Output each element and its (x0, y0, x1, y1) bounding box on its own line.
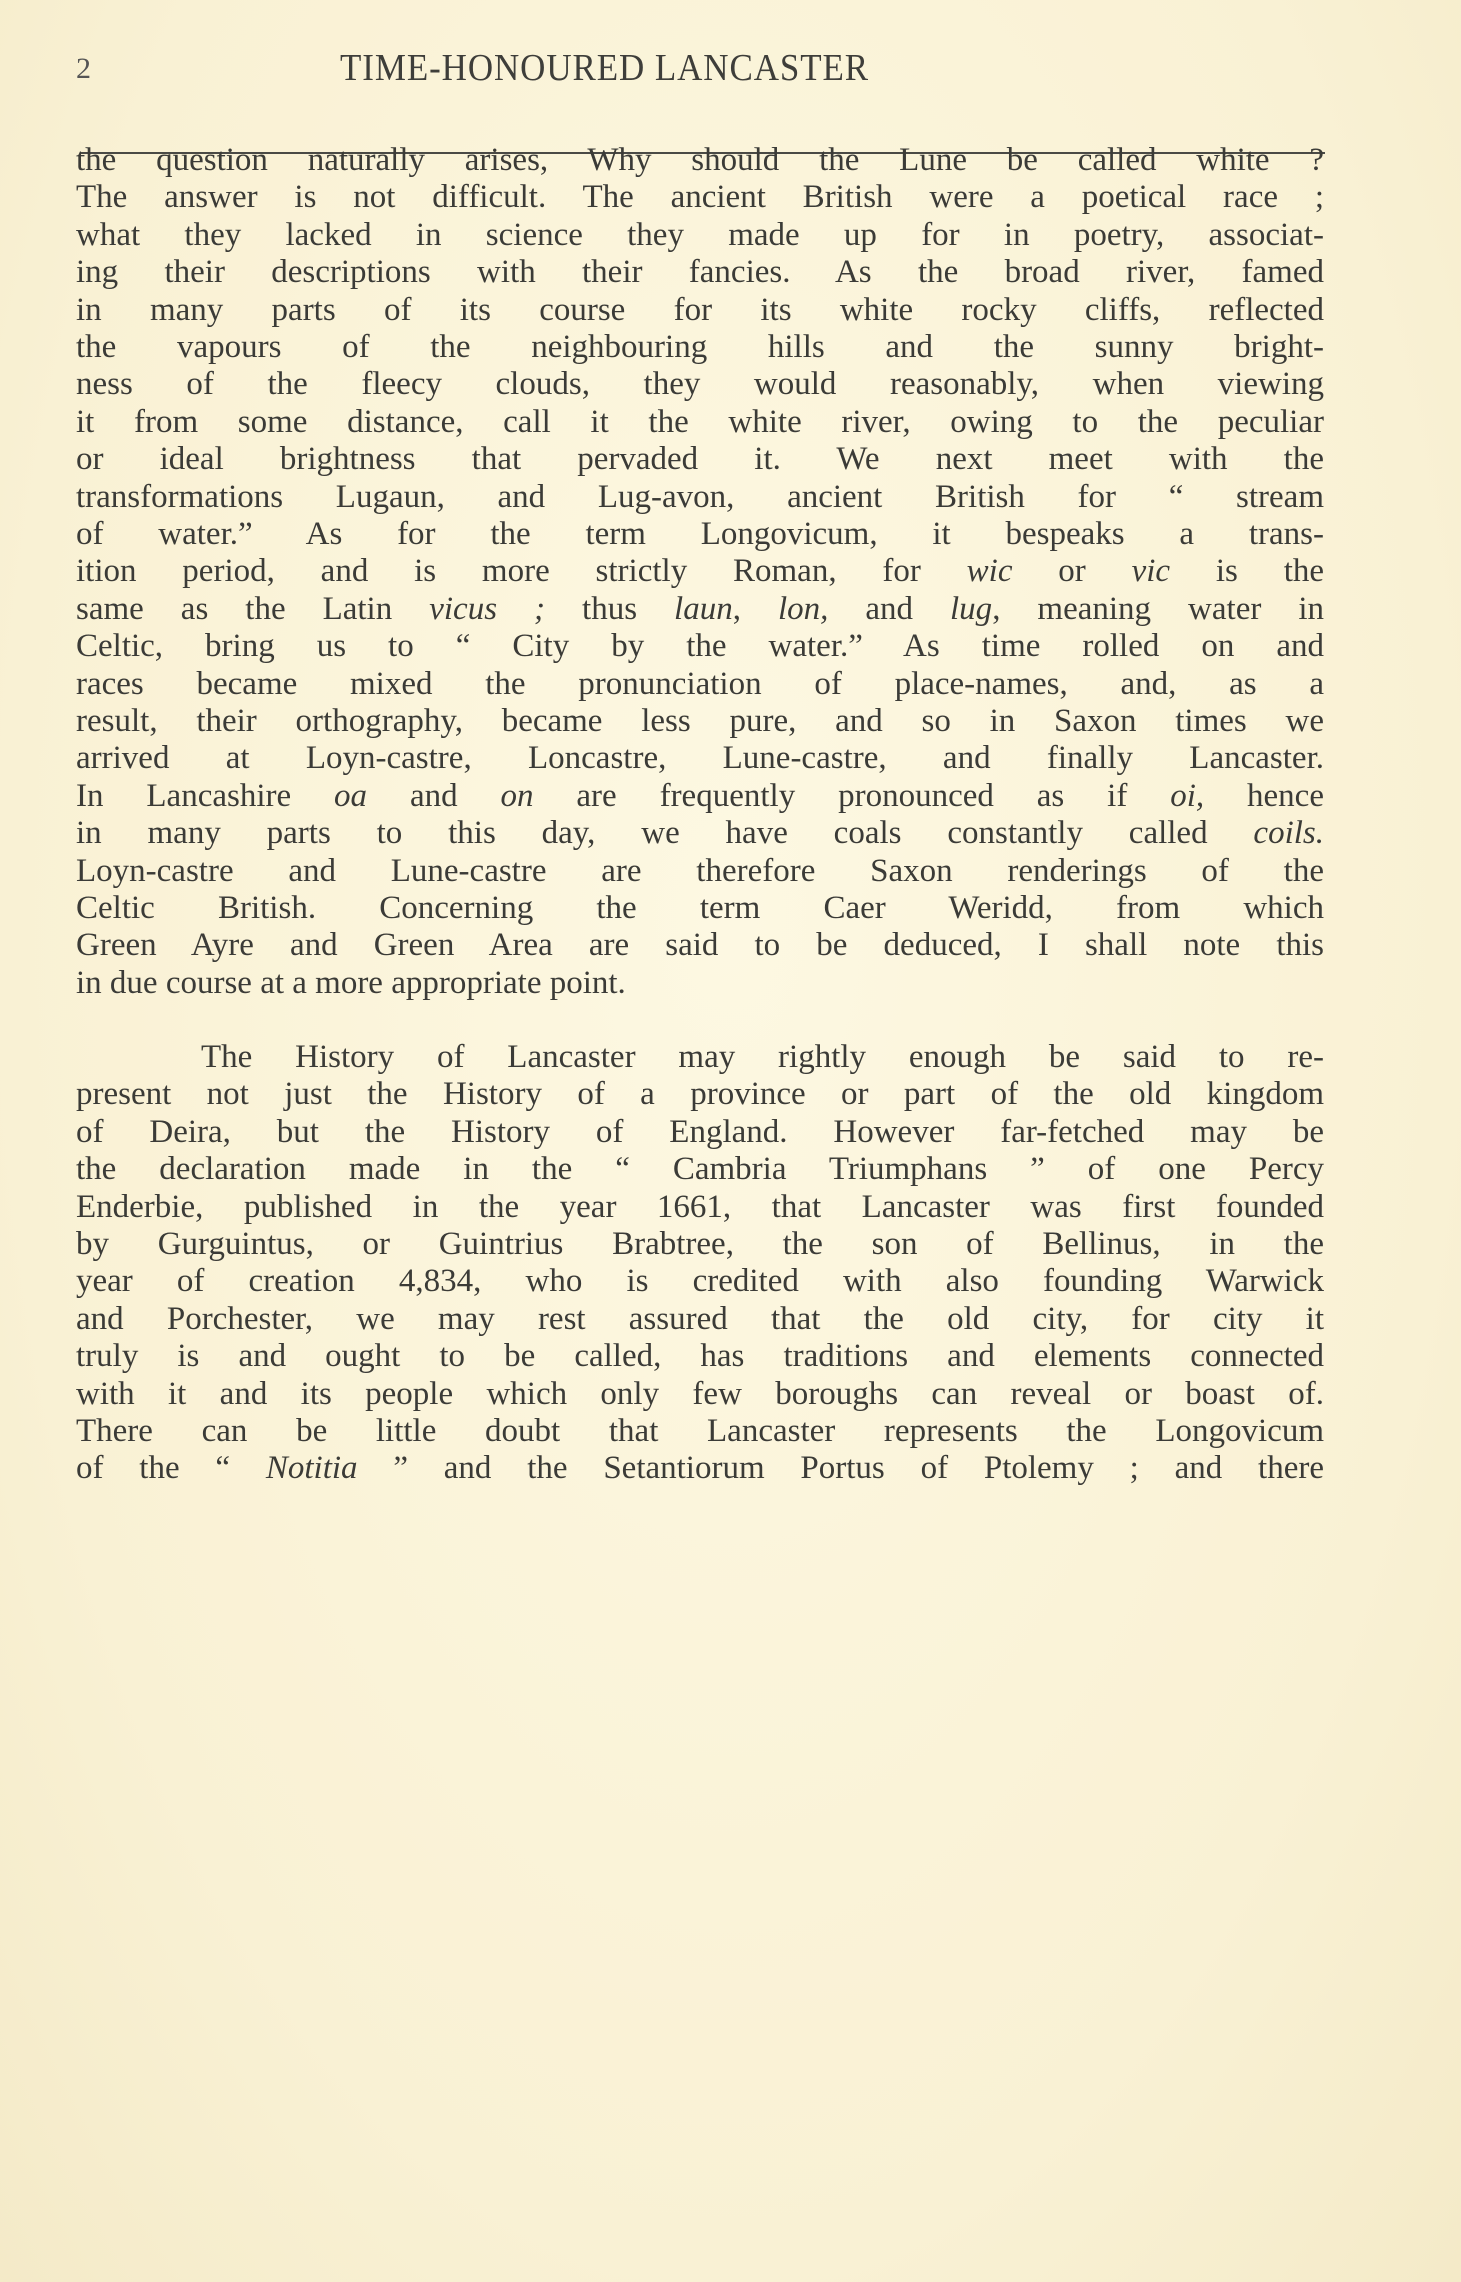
text-line (76, 1074, 1324, 1114)
text-line (76, 963, 1324, 1003)
text-run: present not just the History of a province or part of the old kingdom (76, 1076, 1324, 1113)
text-run: is the (1170, 553, 1325, 590)
text-run: Enderbie, published in the year 1661, that Lancaster was first founded (76, 1188, 1324, 1225)
text-run: hence (1204, 777, 1324, 814)
text-line (76, 439, 1324, 479)
text-run: Loyn-castre and Lune-castre are therefore Saxon renderings of the (76, 852, 1324, 889)
text-line (76, 1448, 1324, 1488)
text-run: and (828, 590, 951, 627)
italic-text: on (500, 777, 534, 814)
text-run: same as the Latin (76, 590, 430, 627)
text-run: , meaning water in (992, 590, 1324, 627)
text-run: ing their descriptions with their fancies. As the broad river, famed (76, 254, 1324, 291)
text-line (76, 364, 1324, 404)
text-line (76, 1336, 1324, 1376)
page-number: 2 (76, 52, 91, 85)
text-run: and (367, 777, 501, 814)
text-line (76, 701, 1324, 741)
text-run: thus (545, 590, 675, 627)
text-run: in many parts of its course for its white rocky cliffs, reflected (76, 291, 1324, 328)
text-run: the declaration made in the “ Cambria Triumphans ” of one Percy (76, 1151, 1324, 1188)
text-line (76, 327, 1324, 367)
italic-text: oi, (1170, 777, 1205, 814)
text-run: and Porchester, we may rest assured that the old city, for city it (76, 1300, 1324, 1337)
text-run: the vapours of the neighbouring hills and the sunny bright- (76, 329, 1324, 365)
text-run: what they lacked in science they made up for in poetry, associat- (76, 216, 1324, 253)
text-line (76, 1374, 1324, 1414)
text-run: Green Ayre and Green Area are said to be deduced, I shall note this (76, 927, 1324, 964)
text-run: by Gurguintus, or Guintrius Brabtree, the son of Bellinus, in the (76, 1226, 1324, 1262)
text-line (76, 738, 1324, 778)
italic-text: lug (950, 590, 993, 627)
text-run: result, their orthography, became less pure, and so in Saxon times we (76, 703, 1324, 739)
text-line (76, 514, 1324, 554)
text-run: with it and its people which only few boroughs can reveal or boast of. (76, 1375, 1324, 1412)
text-run: transformations Lugaun, and Lug-avon, ancient British for “ stream (76, 478, 1324, 515)
text-run: The answer is not difficult. The ancient British were a poetical race ; (76, 179, 1324, 216)
text-run: Celtic British. Concerning the term Caer Weridd, from which (76, 890, 1324, 926)
text-run: races became mixed the pronunciation of place-names, and, as a (76, 665, 1324, 702)
text-run: ” and the Setantiorum Portus of Ptolemy ; and there (357, 1450, 1324, 1487)
text-run: or ideal brightness that pervaded it. We next meet with the (76, 441, 1324, 478)
text-run: truly is and ought to be called, has traditions and elements connected (76, 1338, 1324, 1375)
text-run: in many parts to this day, we have coals constantly called (76, 815, 1254, 852)
text-line (76, 402, 1324, 442)
text-run: of Deira, but the History of England. However far-fetched may be (76, 1113, 1324, 1150)
text-run: of water.” As for the term Longovicum, it bespeaks a trans- (76, 516, 1324, 552)
text-line (76, 477, 1324, 517)
italic-text: vic (1131, 553, 1171, 590)
text-line (76, 776, 1324, 816)
text-run: the question naturally arises, Why should the Lune be called white ? (76, 142, 1324, 178)
text-run: year of creation 4,834, who is credited with also founding Warwick (76, 1263, 1324, 1300)
text-line (201, 1037, 1324, 1077)
italic-text: wic (966, 553, 1013, 590)
text-line (76, 813, 1324, 853)
text-run: or (1012, 553, 1132, 590)
text-line (76, 664, 1324, 704)
text-line (76, 177, 1324, 217)
text-run: ness of the fleecy clouds, they would reasonably, when viewing (76, 366, 1324, 403)
italic-text: coils. (1253, 815, 1324, 852)
text-line (76, 1112, 1324, 1152)
text-line (76, 1187, 1324, 1227)
italic-text: laun (674, 590, 733, 627)
text-line (76, 1261, 1324, 1301)
italic-text: lon, (777, 590, 829, 627)
text-run: In Lancashire (76, 777, 335, 814)
text-line (76, 626, 1324, 666)
text-run: it from some distance, call it the white river, owing to the peculiar (76, 403, 1324, 440)
italic-text: oa (334, 777, 368, 814)
text-run: of the “ (76, 1450, 266, 1487)
text-line (76, 215, 1324, 255)
text-run: arrived at Loyn-castre, Loncastre, Lune-castre, and finally Lancaster. (76, 740, 1324, 777)
text-line (76, 888, 1324, 928)
text-run: in due course at a more appropriate point. (76, 964, 626, 1001)
text-line (76, 252, 1324, 292)
text-run: ition period, and is more strictly Roman, for (76, 553, 967, 590)
text-line (76, 925, 1324, 965)
italic-text: vicus ; (429, 590, 546, 627)
text-line (76, 589, 1324, 629)
text-line (76, 851, 1324, 891)
text-line (76, 140, 1324, 180)
italic-text: Notitia (265, 1450, 358, 1487)
text-line (76, 1224, 1324, 1264)
text-run: Celtic, bring us to “ City by the water.” As time rolled on and (76, 628, 1324, 665)
running-head-title: TIME-HONOURED LANCASTER (340, 47, 870, 89)
text-run: , (732, 590, 778, 627)
text-run: are frequently pronounced as if (533, 777, 1171, 814)
text-line (76, 551, 1324, 591)
text-line (76, 1411, 1324, 1451)
text-line (76, 1299, 1324, 1339)
text-line (76, 290, 1324, 330)
text-line (76, 1149, 1324, 1189)
text-run: The History of Lancaster may rightly enough be said to re- (201, 1039, 1324, 1075)
text-run: There can be little doubt that Lancaster represents the Longovicum (76, 1413, 1324, 1449)
